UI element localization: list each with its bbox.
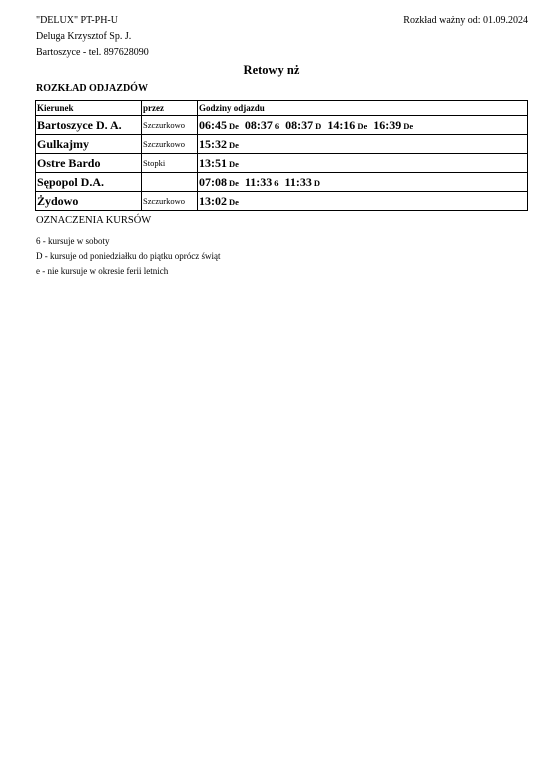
- table-row: [36, 116, 528, 135]
- course-mark: De: [403, 121, 414, 131]
- course-mark: D: [313, 178, 320, 188]
- validity-date: Rozkład ważny od: 01.09.2024: [403, 15, 528, 26]
- legend-item: 6 - kursuje w soboty: [36, 236, 110, 246]
- departure-times-cell: [198, 135, 528, 154]
- departure-time: 06:45: [199, 118, 227, 132]
- stop-title: Retowy nż: [243, 63, 300, 77]
- departure-time: 15:32: [199, 137, 227, 151]
- departure-times-cell: [198, 116, 528, 135]
- legend-item: D - kursuje od poniedziałku do piątku oprócz świąt: [36, 251, 221, 261]
- departure: [199, 116, 239, 134]
- destination-cell: Bartoszyce D. A.: [36, 116, 142, 135]
- course-mark: De: [229, 121, 239, 131]
- departure: [199, 135, 239, 153]
- header-via: przez: [142, 101, 198, 116]
- via-cell: [142, 173, 198, 192]
- table-row: [36, 173, 528, 192]
- company-contact: Bartoszyce - tel. 897628090: [36, 47, 149, 58]
- departures-table: [35, 100, 528, 211]
- departure-time: 08:37: [244, 118, 273, 132]
- company-info: [36, 13, 149, 61]
- course-mark: De: [229, 159, 239, 169]
- course-mark: De: [229, 197, 239, 207]
- departure: [245, 173, 279, 191]
- destination-cell: Sępopol D.A.: [36, 173, 142, 192]
- departure-time: 14:16: [327, 118, 356, 132]
- destination-cell: Gulkajmy: [36, 135, 142, 154]
- course-mark: De: [229, 178, 239, 188]
- departure: [199, 192, 239, 210]
- departure-time: 08:37: [285, 118, 314, 132]
- departure: [327, 116, 367, 134]
- via-cell: Szczurkowo: [142, 135, 198, 154]
- company-name: "DELUX" PT-PH-U: [36, 15, 118, 26]
- departure-time: 13:51: [199, 156, 227, 170]
- departure-times-cell: [198, 154, 528, 173]
- departure: [199, 154, 239, 172]
- departure-time: 13:02: [199, 194, 227, 208]
- legend: [36, 234, 220, 279]
- table-row: [36, 192, 528, 211]
- destination-cell: Żydowo: [36, 192, 142, 211]
- header-direction: Kierunek: [36, 101, 142, 116]
- header-departure-times: Godziny odjazdu: [198, 101, 528, 116]
- departure-time: 11:33: [244, 175, 273, 189]
- departure: [373, 116, 413, 134]
- departure: [285, 116, 321, 134]
- table-row: [36, 135, 528, 154]
- table-row: [36, 154, 528, 173]
- course-mark: 6: [274, 121, 280, 131]
- departure: [199, 173, 239, 191]
- departure: [245, 116, 279, 134]
- departure-time: 11:33: [284, 175, 312, 189]
- table-header-row: [36, 101, 528, 116]
- legend-title: OZNACZENIA KURSÓW: [36, 215, 152, 226]
- legend-item: e - nie kursuje w okresie ferii letnich: [36, 266, 169, 276]
- course-mark: De: [357, 121, 368, 131]
- course-mark: De: [229, 140, 239, 150]
- departure-times-cell: [198, 173, 528, 192]
- departure-time: 16:39: [373, 118, 402, 132]
- via-cell: Szczurkowo: [142, 116, 198, 135]
- company-owner: Deluga Krzysztof Sp. J.: [36, 31, 132, 42]
- destination-cell: Ostre Bardo: [36, 154, 142, 173]
- course-mark: D: [315, 121, 322, 131]
- course-mark: 6: [274, 178, 279, 188]
- departure-time: 07:08: [199, 175, 227, 189]
- section-title: ROZKŁAD ODJAZDÓW: [36, 83, 148, 94]
- departure: [285, 173, 320, 191]
- via-cell: Stopki: [142, 154, 198, 173]
- departure-times-cell: [198, 192, 528, 211]
- via-cell: Szczurkowo: [142, 192, 198, 211]
